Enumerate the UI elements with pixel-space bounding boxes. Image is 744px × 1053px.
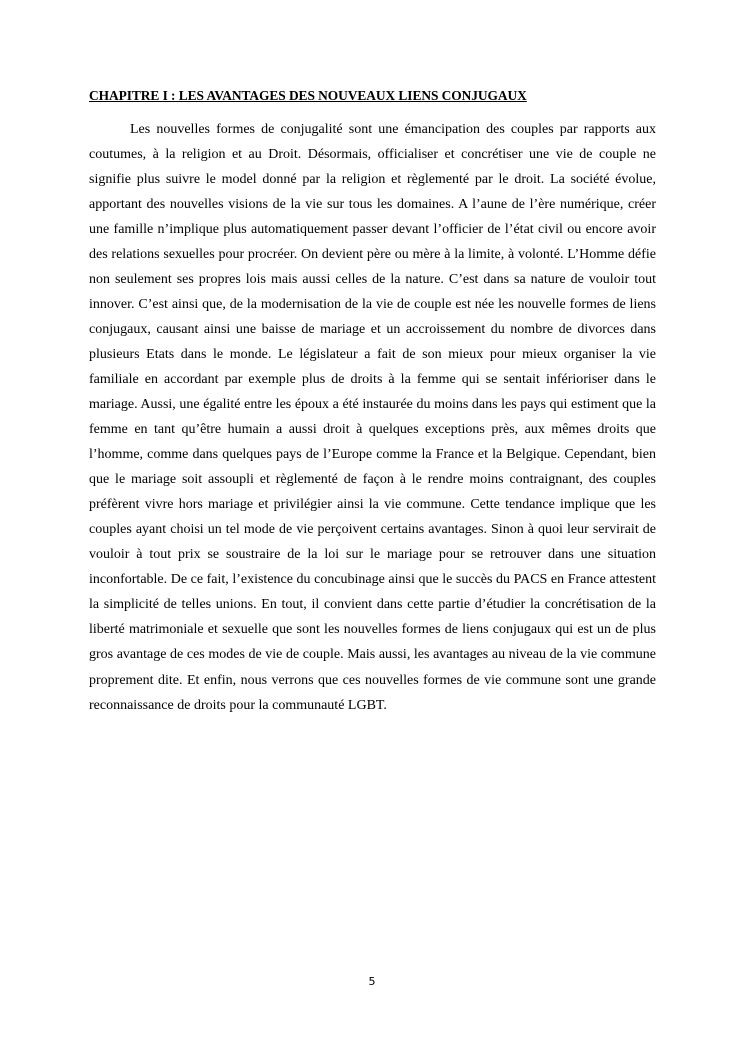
body-paragraph: Les nouvelles formes de conjugalité sont une émancipation des couples par rapports aux coutumes, à la religion et au Droit. Désormais, officialiser et concrétiser une vie de couple ne signifie plus suivre le model donné par la religion et règlementé par le droit. La société évolue, apportant des nouvelles visions de la vie sur tous les domaines. A l’aune de l’ère numérique, créer une famille n’implique plus automatiquement passer devant l’officier de l’état civil ou encore avoir des relations sexuelles pour procréer. On devient père ou mère à la limite, à volonté. L’Homme défie non seulement ses propres lois mais aussi celles de la nature. C’est dans sa nature de vouloir tout innover. C’est ainsi que, de la modernisation de la vie de couple est née les nouvelle formes de liens conjugaux, causant ainsi une baisse de mariage et un accroissement du nombre de divorces dans plusieurs Etats dans le monde. Le législateur a fait de son mieux pour mieux organiser la vie familiale en accordant par exemple plus de droits à la femme qui se sentait inférioriser dans le mariage. Aussi, une égalité entre les époux a été instaurée du moins dans les pays qui estiment que la femme en tant qu’être humain a aussi droit à quelques exceptions près, aux mêmes droits que l’homme, comme dans quelques pays de l’Europe comme la France et la Belgique. Cependant, bien que le mariage soit assoupli et règlementé de façon à le rendre moins contraignant, des couples préfèrent vivre hors mariage et privilégier ainsi la vie commune. Cette tendance implique que les couples ayant choisi un tel mode de vie perçoivent certains avantages. Sinon à quoi leur servirait de vouloir à tout prix se soustraire de la loi sur le mariage pour se retrouver dans une situation inconfortable. De ce fait, l’existence du concubinage ainsi que le succès du PACS en France attestent la simplicité de telles unions. En tout, il convient dans cette partie d’étudier la concrétisation de la liberté matrimoniale et sexuelle que sont les nouvelles formes de liens conjugaux qui est un de plus gros avantage de ces modes de vie de couple. Mais aussi, les avantages au niveau de la vie commune proprement dite. Et enfin, nous verrons que ces nouvelles formes de vie commune sont une grande reconnaissance de droits pour la communauté LGBT. [89,121,656,713]
chapter-title: CHAPITRE I : LES AVANTAGES DES NOUVEAUX LIENS CONJUGAUX [89,88,527,103]
page-number: 5 [368,975,376,988]
